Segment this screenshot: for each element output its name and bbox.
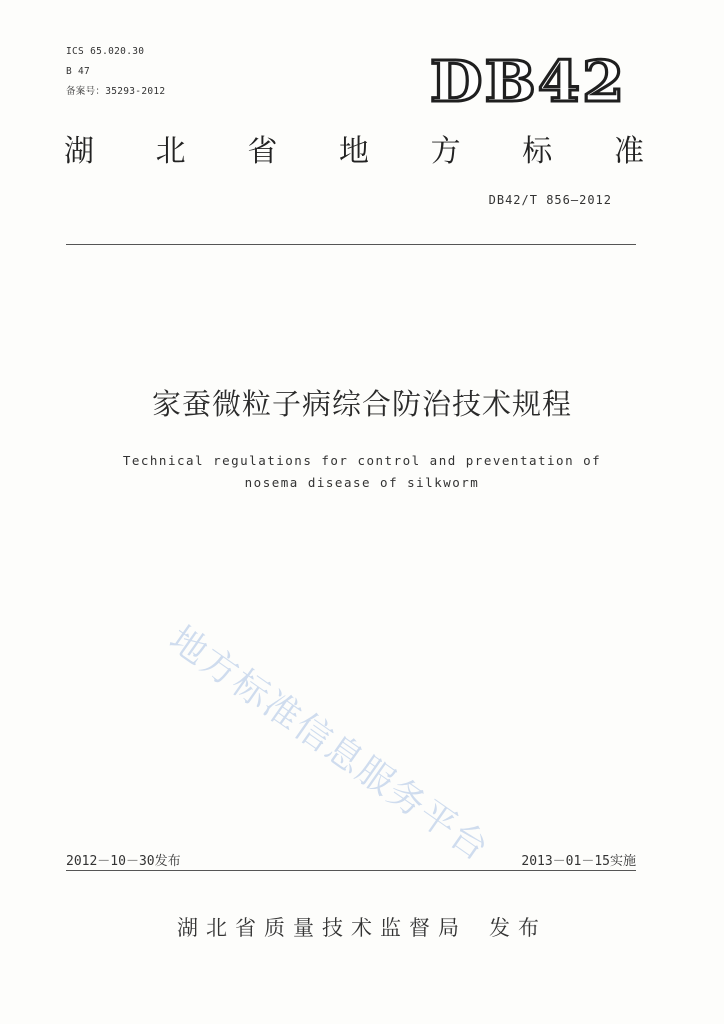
db42-logo: DB42 — [430, 49, 627, 115]
record-number: 备案号：35293-2012 — [66, 86, 166, 97]
issue-date: 2012－10－30发布 — [66, 854, 181, 869]
issuer-title-char: 北 — [155, 134, 186, 169]
chinese-title: 家蚕微粒子病综合防治技术规程 — [151, 387, 572, 421]
issuer-title-char: 准 — [613, 134, 644, 169]
issuer-title — [64, 132, 644, 172]
ics-code: ICS 65.020.30 — [66, 46, 145, 57]
english-title — [0, 450, 724, 494]
english-title-line: Technical regulations for control and preventation of — [122, 453, 602, 468]
publisher-name: 湖北省质量技术监督局 — [177, 916, 467, 940]
date-row — [66, 850, 636, 869]
publisher-action: 发布 — [489, 916, 547, 940]
watermark: 地方标准信息服务平台 — [161, 618, 497, 871]
issuer-title-char: 湖 — [64, 134, 94, 169]
implementation-date: 2013－01－15实施 — [521, 854, 636, 869]
issuer-title-char: 省 — [247, 134, 278, 169]
category-code: B 47 — [66, 66, 91, 77]
publisher — [0, 912, 724, 942]
footer-divider — [66, 870, 636, 871]
classification-block — [66, 42, 165, 102]
issuer-title-char: 方 — [430, 134, 461, 169]
header-divider — [66, 244, 636, 245]
issuer-title-char: 标 — [522, 134, 553, 169]
standard-number: DB42/T 856—2012 — [488, 193, 612, 207]
english-title-line: nosema disease of silkworm — [244, 475, 480, 490]
issuer-title-char: 地 — [338, 134, 369, 169]
